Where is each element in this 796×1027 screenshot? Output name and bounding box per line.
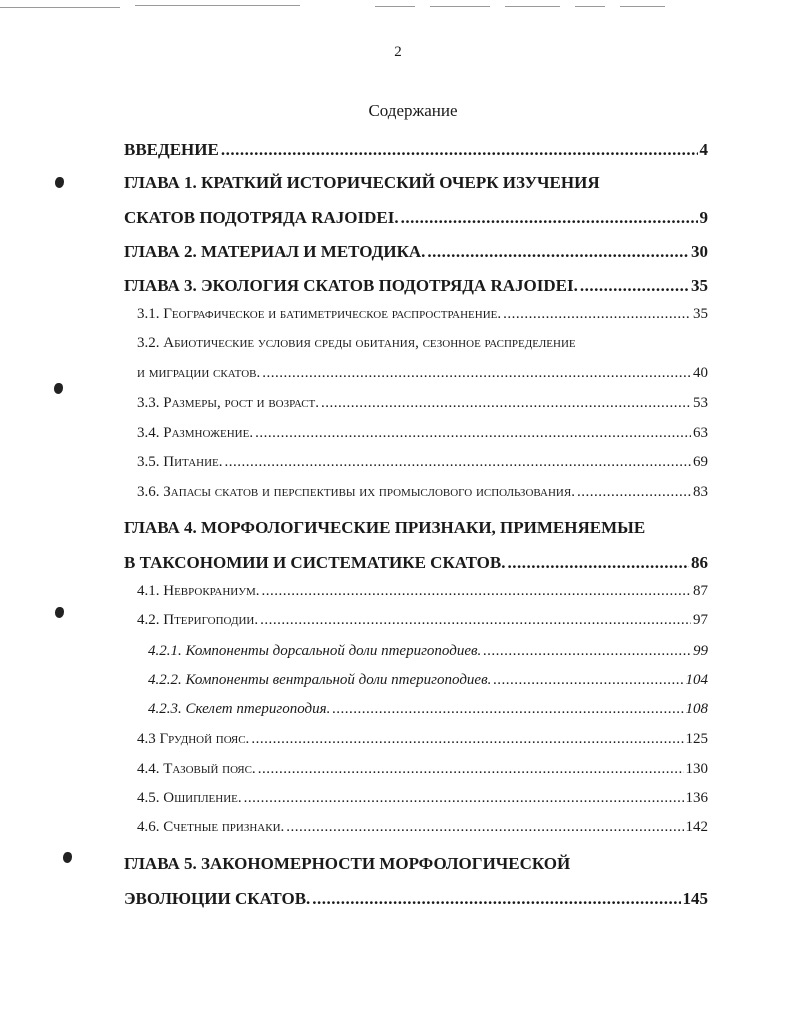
toc-entry-4-1[interactable] <box>137 583 708 600</box>
scan-edge-line <box>575 6 605 7</box>
toc-entry-3-3[interactable] <box>137 395 708 412</box>
page-number: 2 <box>394 44 402 60</box>
toc-entry-text: 3.5. Питание. <box>137 454 223 470</box>
toc-page-number: 35 <box>691 276 708 295</box>
leader-dots <box>286 819 683 836</box>
toc-entry-text: 4.6. Счетные признаки. <box>137 819 285 835</box>
toc-page-number: 130 <box>685 761 708 777</box>
toc-entry-text: ГЛАВА 3. ЭКОЛОГИЯ СКАТОВ ПОДОТРЯДА RAJOIDEI. <box>124 276 578 295</box>
toc-entry-4-2-2[interactable] <box>148 672 708 689</box>
toc-page-number: 30 <box>691 242 708 261</box>
toc-page-number: 104 <box>685 672 708 688</box>
scan-edge-line <box>375 6 415 7</box>
scan-edge-line <box>620 6 665 7</box>
leader-dots <box>483 643 691 660</box>
scan-edge-line <box>135 5 300 6</box>
toc-entry-4-4[interactable] <box>137 761 708 778</box>
toc-entry-text: СКАТОВ ПОДОТРЯДА RAJOIDEI. <box>124 208 399 227</box>
toc-page-number: 40 <box>693 365 708 381</box>
toc-entry-text: ГЛАВА 5. ЗАКОНОМЕРНОСТИ МОРФОЛОГИЧЕСКОЙ <box>124 854 571 873</box>
toc-entry-text: 4.3 Грудной пояс. <box>137 731 250 747</box>
toc-entry-text: 3.2. Абиотические условия среды обитания, сезонное распределение <box>137 335 576 351</box>
toc-entry-text: 3.3. Размеры, рост и возраст. <box>137 395 320 411</box>
toc-page-number: 9 <box>699 208 708 227</box>
toc-title: Содержание <box>368 101 458 120</box>
toc-entry-4-3[interactable] <box>137 731 708 748</box>
leader-dots <box>580 276 689 296</box>
toc-entry-text: ГЛАВА 4. МОРФОЛОГИЧЕСКИЕ ПРИЗНАКИ, ПРИМЕНЯЕМЫЕ <box>124 518 646 537</box>
toc-page-number: 69 <box>693 454 708 470</box>
toc-entry-ch4-cont[interactable] <box>124 553 708 573</box>
toc-page-number: 87 <box>693 583 708 599</box>
toc-page-number: 63 <box>693 425 708 441</box>
punch-hole-mark <box>63 852 72 863</box>
toc-page-number: 145 <box>682 889 708 908</box>
leader-dots <box>251 731 683 748</box>
toc-entry-3-5[interactable] <box>137 454 708 471</box>
leader-dots <box>221 140 698 160</box>
toc-entry-text: 3.4. Размножение. <box>137 425 254 441</box>
toc-entry-ch1[interactable] <box>124 173 708 193</box>
toc-entry-4-2-1[interactable] <box>148 643 708 660</box>
toc-entry-3-2-cont[interactable] <box>137 365 708 382</box>
leader-dots <box>401 208 698 228</box>
leader-dots <box>332 701 683 718</box>
toc-page-number: 97 <box>693 612 708 628</box>
punch-hole-mark <box>54 383 63 394</box>
leader-dots <box>508 553 690 573</box>
leader-dots <box>244 790 684 807</box>
toc-entry-4-2-3[interactable] <box>148 701 708 718</box>
toc-entry-ch5-cont[interactable] <box>124 889 708 909</box>
toc-entry-3-1[interactable] <box>137 306 708 323</box>
toc-entry-3-4[interactable] <box>137 425 708 442</box>
toc-page-number: 125 <box>685 731 708 747</box>
toc-entry-text: ВВЕДЕНИЕ <box>124 140 219 159</box>
toc-entry-text: 4.2. Птеригоподии. <box>137 612 259 628</box>
toc-entry-4-5[interactable] <box>137 790 708 807</box>
toc-page-number: 35 <box>693 306 708 322</box>
toc-entry-intro[interactable] <box>124 140 708 160</box>
punch-hole-mark <box>55 607 64 618</box>
leader-dots <box>260 612 691 629</box>
leader-dots <box>312 889 680 909</box>
toc-entry-3-6[interactable] <box>137 484 708 501</box>
toc-entry-text: 3.6. Запасы скатов и перспективы их промыслового использования. <box>137 484 575 500</box>
toc-entry-ch3[interactable] <box>124 276 708 296</box>
toc-page-number: 136 <box>685 790 708 806</box>
toc-entry-text: В ТАКСОНОМИИ И СИСТЕМАТИКЕ СКАТОВ. <box>124 553 506 572</box>
toc-page-number: 86 <box>691 553 708 572</box>
toc-page-number: 83 <box>693 484 708 500</box>
toc-entry-text: ЭВОЛЮЦИИ СКАТОВ. <box>124 889 311 908</box>
toc-entry-text: 4.4. Тазовый пояс. <box>137 761 256 777</box>
leader-dots <box>321 395 691 412</box>
toc-entry-text: ГЛАВА 2. МАТЕРИАЛ И МЕТОДИКА. <box>124 242 426 261</box>
toc-entry-text: и миграции скатов. <box>137 365 261 381</box>
toc-entry-text: 4.1. Неврокраниум. <box>137 583 260 599</box>
toc-entry-3-2[interactable] <box>137 335 708 352</box>
toc-page-number: 4 <box>699 140 708 159</box>
leader-dots <box>427 242 689 262</box>
toc-entry-text: 4.5. Ошипление. <box>137 790 242 806</box>
leader-dots <box>225 454 692 471</box>
toc-page-number: 99 <box>693 643 708 659</box>
toc-entry-ch2[interactable] <box>124 242 708 262</box>
toc-page-number: 53 <box>693 395 708 411</box>
toc-entry-ch5[interactable] <box>124 854 708 874</box>
leader-dots <box>262 583 691 600</box>
toc-page-number: 108 <box>685 701 708 717</box>
toc-page-number: 142 <box>685 819 708 835</box>
leader-dots <box>255 425 691 442</box>
toc-entry-text: ГЛАВА 1. КРАТКИЙ ИСТОРИЧЕСКИЙ ОЧЕРК ИЗУЧЕНИЯ <box>124 173 600 192</box>
toc-entry-text: 4.2.3. Скелет птеригоподия. <box>148 701 331 717</box>
toc-entry-text: 4.2.2. Компоненты вентральной доли птеригоподиев. <box>148 672 492 688</box>
scan-edge-line <box>505 6 560 7</box>
punch-hole-mark <box>55 177 64 188</box>
scan-edge-line <box>0 7 120 8</box>
toc-entry-text: 4.2.1. Компоненты дорсальной доли птеригоподиев. <box>148 643 482 659</box>
scan-edge-line <box>430 6 490 7</box>
toc-entry-4-6[interactable] <box>137 819 708 836</box>
leader-dots <box>577 484 691 501</box>
leader-dots <box>493 672 683 689</box>
leader-dots <box>262 365 691 382</box>
toc-entry-ch4[interactable] <box>124 518 708 538</box>
leader-dots <box>503 306 691 323</box>
toc-entry-text: 3.1. Географическое и батиметрическое распространение. <box>137 306 502 322</box>
leader-dots <box>258 761 684 778</box>
toc-entry-ch1-cont[interactable] <box>124 208 708 228</box>
toc-entry-4-2[interactable] <box>137 612 708 629</box>
